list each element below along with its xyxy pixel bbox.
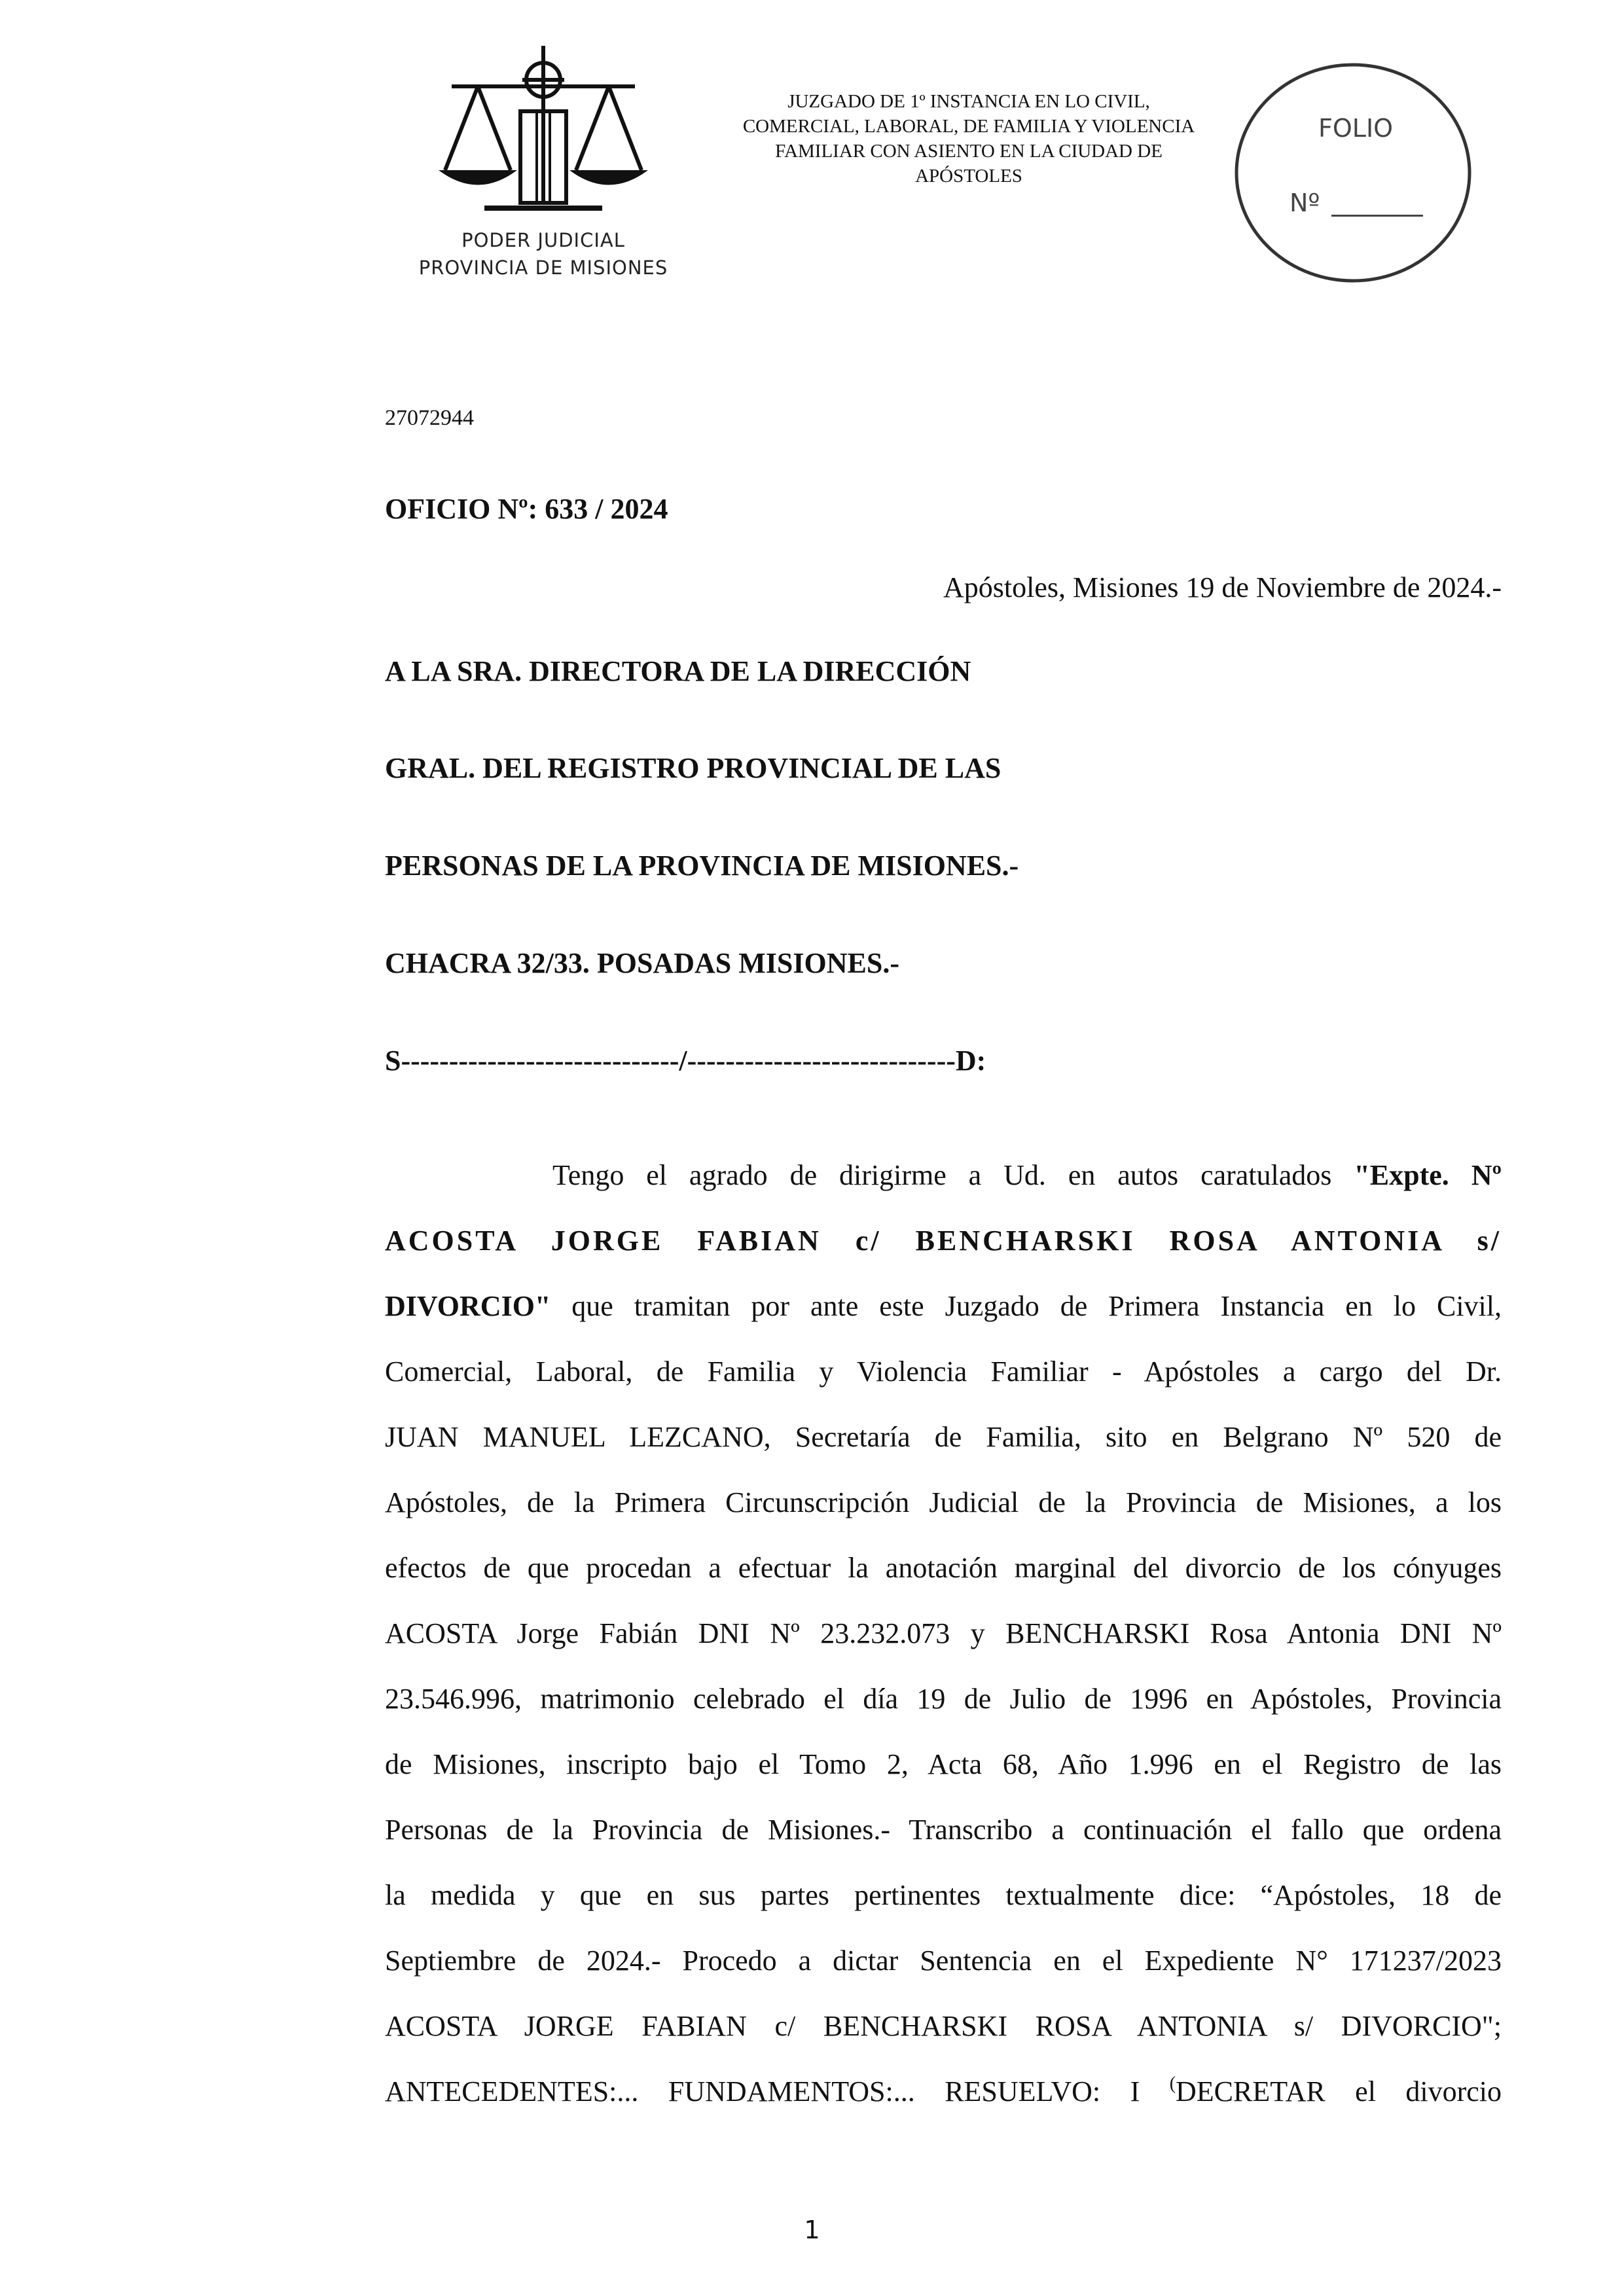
court-heading — [681, 89, 1257, 188]
body-line: ACOSTA Jorge Fabián DNI Nº 23.232.073 y BENCHARSKI Rosa Antonia DNI Nº — [385, 1617, 1502, 1649]
document-id-number: 27072944 — [385, 406, 474, 430]
folio-stamp — [1232, 60, 1474, 286]
salutation: S-----------------------------/----------------------------D: — [385, 1045, 986, 1077]
body-line: de Misiones, inscripto bajo el Tomo 2, Acta 68, Año 1.996 en el Registro de las — [385, 1748, 1502, 1780]
body-line: Comercial, Laboral, de Familia y Violencia Familiar - Apóstoles a cargo del Dr. — [385, 1355, 1502, 1388]
body-text: ANTECEDENTES:... FUNDAMENTOS:... RESUELVO: I — [385, 2075, 1170, 2108]
body-line: Apóstoles, de la Primera Circunscripción Judicial de la Provincia de Misiones, a los — [385, 1486, 1502, 1518]
body-line: efectos de que procedan a efectuar la anotación marginal del divorcio de los cónyuges — [385, 1552, 1502, 1584]
court-line: FAMILIAR CON ASIENTO EN LA CIUDAD DE — [775, 141, 1163, 162]
body-line: JUAN MANUEL LEZCANO, Secretaría de Familia, sito en Belgrano Nº 520 de — [385, 1421, 1502, 1453]
court-line: APÓSTOLES — [915, 166, 1022, 187]
body-text: que tramitan por ante este Juzgado de Primera Instancia en lo Civil, — [550, 1290, 1502, 1322]
page-number: 1 — [804, 2215, 820, 2244]
body-line — [385, 1289, 1502, 1323]
recipient-line: GRAL. DEL REGISTRO PROVINCIAL DE LAS — [385, 752, 1001, 784]
oficio-number: OFICIO Nº: 633 / 2024 — [385, 493, 668, 525]
body-line: 23.546.996, matrimonio celebrado el día 19 de Julio de 1996 en Apóstoles, Provincia — [385, 1683, 1502, 1715]
case-reference: "Expte. Nº — [1354, 1159, 1502, 1191]
body-line: Septiembre de 2024.- Procedo a dictar Sentencia en el Expediente N° 171237/2023 — [385, 1945, 1502, 1977]
date-line: Apóstoles, Misiones 19 de Noviembre de 2024.- — [943, 571, 1502, 603]
case-title: ACOSTA JORGE FABIAN c/ BENCHARSKI ROSA ANTONIA s/ — [385, 1225, 1502, 1257]
body-text: DECRETAR el divorcio — [1176, 2075, 1502, 2108]
scales-of-justice-icon — [406, 39, 681, 229]
body-line: la medida y que en sus partes pertinentes textualmente dice: “Apóstoles, 18 de — [385, 1879, 1502, 1911]
recipient-line: A LA SRA. DIRECTORA DE LA DIRECCIÓN — [385, 655, 971, 687]
logo-caption-line1: PODER JUDICIAL — [461, 229, 625, 251]
body-line — [552, 1158, 1502, 1192]
recipient-line: CHACRA 32/33. POSADAS MISIONES.- — [385, 947, 899, 979]
body-line: Personas de la Provincia de Misiones.- Transcribo a continuación el fallo que ordena — [385, 1814, 1502, 1846]
body-text: Tengo el agrado de dirigirme a Ud. en autos caratulados — [552, 1159, 1354, 1191]
recipient-line: PERSONAS DE LA PROVINCIA DE MISIONES.- — [385, 850, 1019, 882]
body-line: ACOSTA JORGE FABIAN c/ BENCHARSKI ROSA ANTONIA s/ DIVORCIO"; — [385, 2010, 1502, 2042]
folio-title: FOLIO — [1318, 114, 1394, 143]
folio-number-blank — [1331, 215, 1423, 217]
poder-judicial-logo — [406, 39, 681, 288]
body-line — [385, 2075, 1502, 2108]
court-line: JUZGADO DE 1º INSTANCIA EN LO CIVIL, — [787, 91, 1150, 112]
superscript-mark: ( — [1169, 2073, 1176, 2094]
folio-number-label: Nº — [1290, 188, 1320, 217]
court-line: COMERCIAL, LABORAL, DE FAMILIA Y VIOLENCIA — [742, 116, 1195, 137]
logo-caption-line2: PROVINCIA DE MISIONES — [418, 257, 668, 279]
folio-circle-icon — [1232, 60, 1474, 286]
case-title-end: DIVORCIO" — [385, 1290, 551, 1322]
